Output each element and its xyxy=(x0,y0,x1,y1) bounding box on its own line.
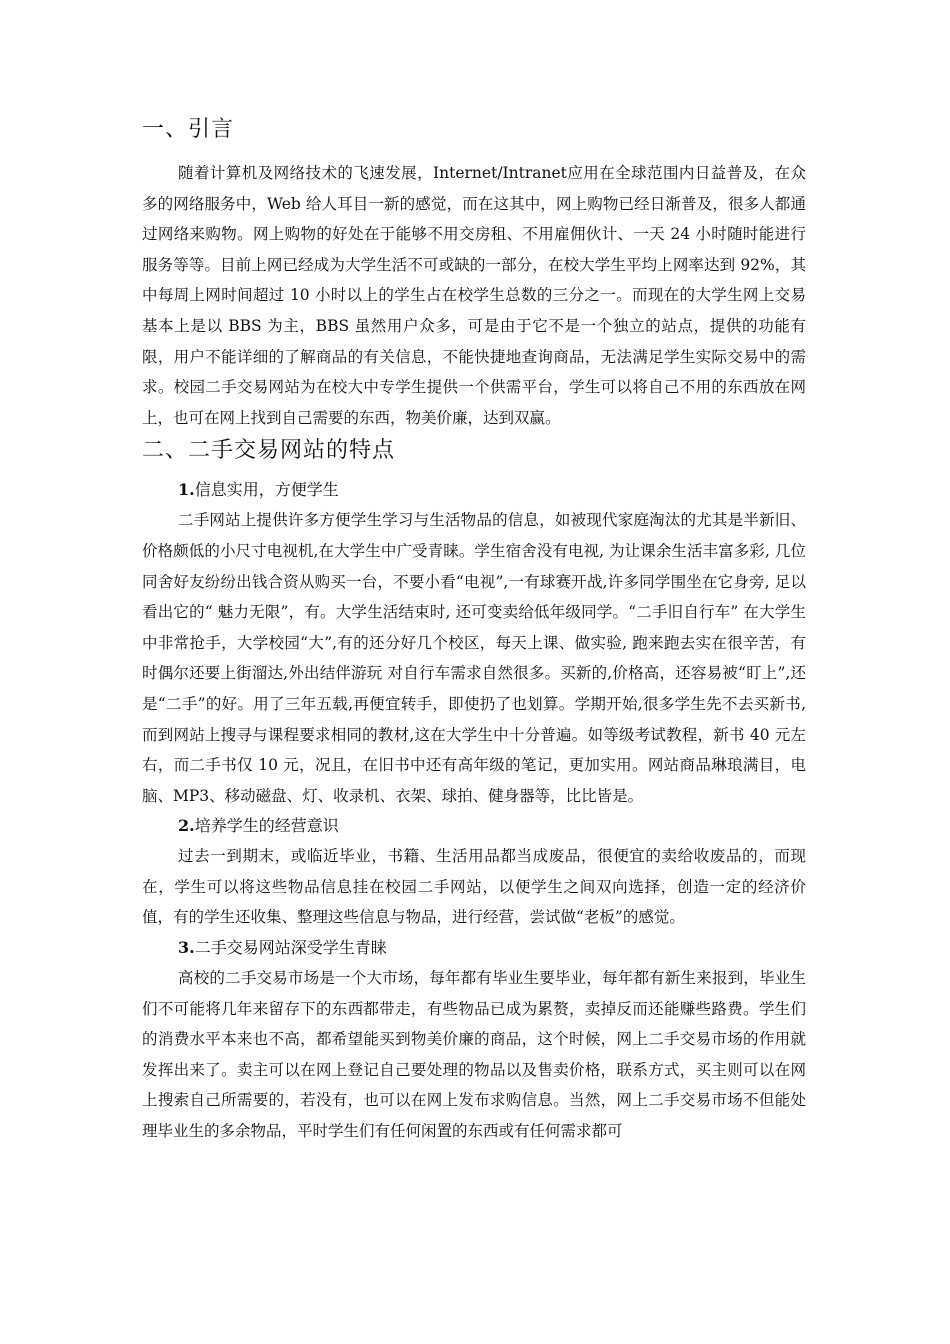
section-title-features: 二、二手交易网站的特点 xyxy=(142,438,396,464)
subsection-heading-2 xyxy=(142,811,806,841)
document-body xyxy=(142,112,806,1147)
subsection-heading-text: 培养学生的经营意识 xyxy=(194,816,339,836)
paragraph-subsection-2: 过去一到期末，或临近毕业，书籍、生活用品都当成废品，很便宜的卖给收废品的，而现在，学生可以将这些物品信息挂在校园二手网站，以便学生之间双向选择，创造一定的经济价值，有的学生还收集、整理这些信息与物品，进行经营，尝试做“老板”的感觉。 xyxy=(142,847,806,927)
subsection-heading-text: 信息实用，方便学生 xyxy=(194,480,339,500)
section-title-introduction: 一、引言 xyxy=(142,117,235,142)
subsection-number: 2. xyxy=(178,816,195,836)
subsection-heading-1 xyxy=(142,475,806,505)
paragraph-subsection-3: 高校的二手交易市场是一个大市场，每年都有毕业生要毕业，每年都有新生来报到，毕业生们不可能将几年来留存下的东西都带走，有些物品已成为累赘，卖掉反而还能赚些路费。学生们的消费水平本来也不高，都希望能买到物美价廉的商品，这个时候，网上二手交易市场的作用就发挥出来了。卖主可以在网上登记自己要处理的物品以及售卖价格，联系方式，买主则可以在网上搜索自己所需要的，若没有，也可以在网上发布求购信息。当然，网上二手交易市场不但能处理毕业生的多余物品，平时学生们有任何闲置的东西或有任何需求都可 xyxy=(142,969,806,1141)
paragraph-introduction: 随着计算机及网络技术的飞速发展，Internet/Intranet应用在全球范围内日益普及，在众多的网络服务中，Web 给人耳目一新的感觉，而在这其中，网上购物已经日渐普及，很多人都通过网络来购物。网上购物的好处在于能够不用交房租、不用雇佣伙计、一天 24 小时随时能进行服务等等。目前上网已经成为大学生活不可或缺的一部分，在校大学生平均上网率达到 92%，其中每周上网时间超过 10 小时以上的学生占在校学生总数的三分之一。而现在的大学生网上交易基本上是以 BBS 为主，BBS 虽然用户众多，可是由于它不是一个独立的站点，提供的功能有限，用户不能详细的了解商品的有关信息，不能快捷地查询商品，无法满足学生实际交易中的需求。校园二手交易网站为在校大中专学生提供一个供需平台，学生可以将自己不用的东西放在网上，也可在网上找到自己需要的东西，物美价廉，达到双赢。 xyxy=(142,164,806,427)
paragraph-subsection-1: 二手网站上提供许多方便学生学习与生活物品的信息，如被现代家庭淘汰的尤其是半新旧、价格颇低的小尺寸电视机,在大学生中广受青睐。学生宿舍没有电视, 为让课余生活丰富多彩, 几位同舍好友纷纷出钱合资从购买一台，不要小看“电视”,一有球赛开战,许多同学围坐在它身旁, 足以看出它的“ 魅力无限”，有。大学生活结束时, 还可变卖给低年级同学。“二手旧自行车” 在大学生中非常抢手，大学校园“大”,有的还分好几个校区，每天上课、做实验, 跑来跑去实在很辛苦，有时偶尔还要上街溜达,外出结伴游玩 对自行车需求自然很多。买新的,价格高，还容易被“盯上”,还是“二手”的好。用了三年五载,再便宜转手，即使扔了也划算。学期开始,很多学生先不去买新书,而到网站上搜寻与课程要求相同的教材,这在大学生中十分普遍。如等级考试教程，新书 40 元左右，而二手书仅 10 元，况且，在旧书中还有高年级的笔记，更加实用。网站商品琳琅满目，电脑、MP3、移动磁盘、灯、收录机、衣架、球拍、健身器等，比比皆是。 xyxy=(142,511,806,805)
subsection-number: 1. xyxy=(178,480,195,500)
subsection-heading-3 xyxy=(142,933,806,963)
subsection-number: 3. xyxy=(178,938,195,958)
subsection-heading-text: 二手交易网站深受学生青睐 xyxy=(194,938,387,958)
